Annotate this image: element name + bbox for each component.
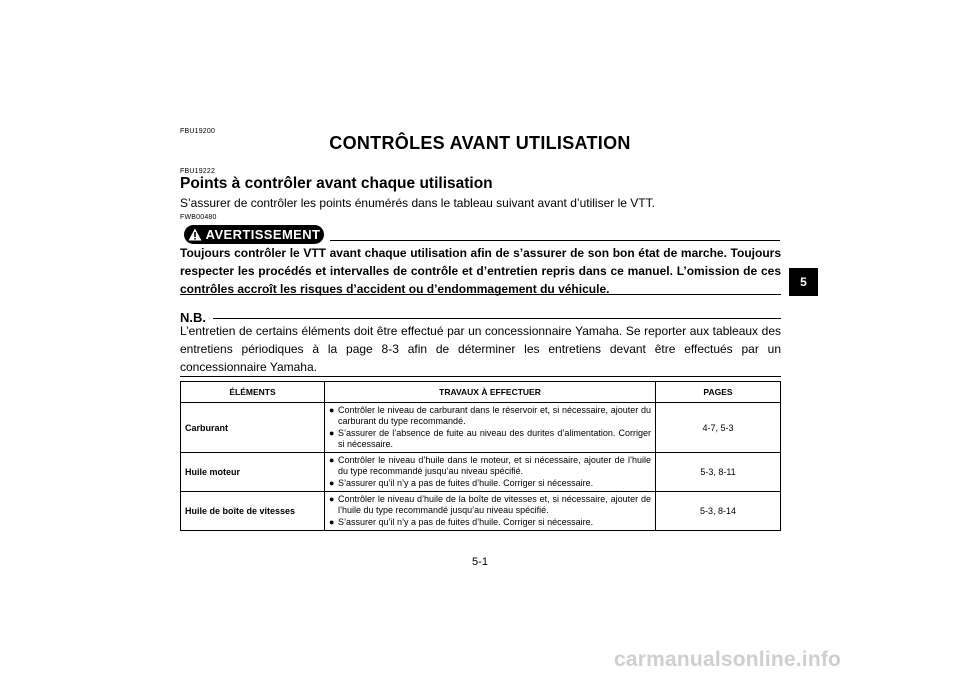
bullet-icon: ● [329, 477, 335, 488]
bullet-icon: ● [329, 427, 335, 438]
bullet-icon: ● [329, 455, 335, 466]
section-code: FBU19222 [180, 168, 216, 175]
table-row [181, 453, 781, 492]
warning-badge [184, 225, 324, 244]
table-row [181, 492, 781, 531]
warning-label: AVERTISSEMENT [205, 227, 321, 242]
note-divider-top [213, 318, 781, 319]
row-tasks [325, 492, 656, 531]
task-item: ● Contrôler le niveau d’huile de la boîte de vitesses et, si nécessaire, ajouter de l’huile du type recommandé jusqu’au niveau spécifié. [329, 494, 651, 516]
task-item: ● Contrôler le niveau de carburant dans le réservoir et, si nécessaire, ajouter du carburant du type recommandé. [329, 405, 651, 427]
warning-text: Toujours contrôler le VTT avant chaque utilisation afin de s’assurer de son bon état de marche. Toujours respecter les procédés et intervalles de contrôle et d’entretien repris dans ce manuel. L’omission de ces contrôles accroît les risques d’accident ou d’endommagement du véhicule. [180, 246, 781, 296]
bullet-icon: ● [329, 516, 335, 527]
warning-code: FWB00480 [180, 214, 217, 221]
warning-divider-top [330, 240, 780, 241]
note-text: L’entretien de certains éléments doit être effectué par un concessionnaire Yamaha. Se reporter aux tableaux des entretiens périodiques à la page 8-3 afin de déterminer les entretiens devant être effectués par un concessionnaire Yamaha. [180, 324, 781, 374]
header-pages: PAGES [656, 382, 781, 403]
row-pages[interactable]: 5-3, 8-14 [656, 492, 781, 531]
task-item: ● Contrôler le niveau d’huile dans le moteur, et si nécessaire, ajouter de l’huile du type recommandé jusqu’au niveau spécifié. [329, 455, 651, 477]
section-title: Points à contrôler avant chaque utilisation [180, 175, 493, 192]
row-tasks [325, 403, 656, 453]
page-title: CONTRÔLES AVANT UTILISATION [329, 133, 631, 153]
row-pages[interactable]: 5-3, 8-11 [656, 453, 781, 492]
row-pages[interactable]: 4-7, 5-3 [656, 403, 781, 453]
bullet-icon: ● [329, 494, 335, 505]
row-element: Carburant [181, 403, 325, 453]
task-item: ● S’assurer qu’il n’y a pas de fuites d’huile. Corriger si nécessaire. [329, 477, 594, 488]
row-tasks [325, 453, 656, 492]
header-elements: ÉLÉMENTS [181, 382, 325, 403]
page-number: 5-1 [472, 556, 488, 568]
inspection-table [180, 381, 781, 531]
note-divider-bottom [180, 376, 781, 377]
task-item: ● S’assurer de l’absence de fuite au niveau des durites d’alimentation. Corriger si nécessaire. [329, 427, 651, 449]
watermark: carmanualsonline.info [614, 648, 842, 671]
table-header-row [181, 382, 781, 403]
chapter-code: FBU19200 [180, 128, 216, 135]
header-tasks: TRAVAUX À EFFECTUER [325, 382, 656, 403]
row-element: Huile moteur [181, 453, 325, 492]
note-label: N.B. [180, 310, 206, 325]
warning-divider-bottom [180, 294, 781, 295]
chapter-tab[interactable]: 5 [789, 268, 818, 296]
row-element: Huile de boîte de vitesses [181, 492, 325, 531]
table-row [181, 403, 781, 453]
bullet-icon: ● [329, 405, 335, 415]
task-item: ● S’assurer qu’il n’y a pas de fuites d’huile. Corriger si nécessaire. [329, 516, 594, 527]
intro-text: S’assurer de contrôler les points énumérés dans le tableau suivant avant d’utiliser le VTT. [180, 196, 655, 210]
warning-triangle-icon [188, 228, 202, 241]
